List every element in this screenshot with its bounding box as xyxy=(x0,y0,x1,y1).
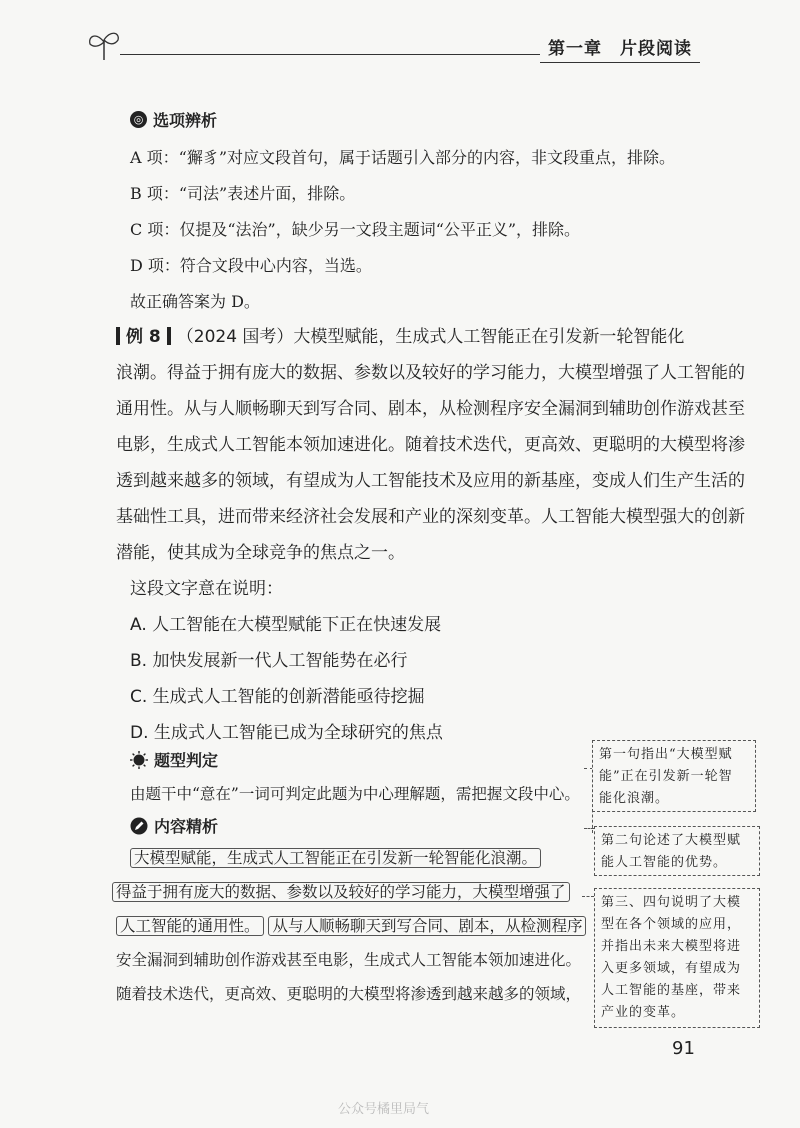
content-segment-1 xyxy=(130,846,541,868)
header-rule-secondary xyxy=(540,62,700,63)
note-1-line: 第一句指出“大模型赋 xyxy=(599,747,733,762)
example-mark-right xyxy=(167,327,171,345)
note-first-sentence xyxy=(592,740,756,812)
note-2-line: 能人工智能的优势。 xyxy=(601,855,728,870)
note-3-line: 并指出未来大模型将进 xyxy=(601,939,742,954)
example-text-line-3: 通用性。从与人顺畅聊天到写合同、剧本，从检测程序安全漏洞到辅助创作游戏甚至 xyxy=(116,399,745,419)
type-judgment-heading xyxy=(130,748,218,771)
content-segment-2a xyxy=(112,880,570,902)
answer-conclusion: 故正确答案为 D。 xyxy=(130,292,260,311)
sun-icon xyxy=(130,751,148,769)
note-second-sentence xyxy=(594,826,760,876)
segment-2-tail: 人工智能的通用性。 xyxy=(116,916,264,936)
header-rule xyxy=(120,54,540,55)
note-3-line: 入更多领域，有望成为 xyxy=(601,961,742,976)
choice-d: D. 生成式人工智能已成为全球研究的焦点 xyxy=(130,723,443,743)
example-text-line-1: 大模型赋能，生成式人工智能正在引发新一轮智能化 xyxy=(293,327,685,347)
watermark: 公众号橘里局气 xyxy=(338,1102,430,1117)
choice-a: A. 人工智能在大模型赋能下正在快速发展 xyxy=(130,615,442,635)
example-first-line xyxy=(116,322,684,347)
type-judgment-title: 题型判定 xyxy=(154,751,219,770)
segment-3-bracket: 从与人顺畅聊天到写合同、剧本，从检测程序 xyxy=(268,916,586,936)
options-analysis-title: 选项辨析 xyxy=(153,111,218,130)
note-2-connector xyxy=(584,828,594,829)
options-analysis-badge: ◎ xyxy=(130,111,147,128)
example-mark-left xyxy=(116,327,120,345)
option-line-b: B 项：“司法”表述片面，排除。 xyxy=(130,184,356,203)
note-1-line: 能”正在引发新一轮智 xyxy=(599,769,733,784)
note-third-fourth-sentence xyxy=(594,888,760,1028)
example-text-line-7: 潜能，使其成为全球竞争的焦点之一。 xyxy=(116,543,405,563)
content-segment-2b-3a xyxy=(116,914,586,936)
example-text-line-4: 电影，生成式人工智能本领加速进化。随着技术迭代，更高效、更聪明的大模型将渗 xyxy=(116,435,745,455)
note-3-line: 第三、四句说明了大模 xyxy=(601,895,742,910)
content-segment-3b: 安全漏洞到辅助创作游戏甚至电影，生成式人工智能本领加速进化。 xyxy=(116,951,582,969)
segment-2-bracket: 得益于拥有庞大的数据、参数以及较好的学习能力，大模型增强了 xyxy=(112,882,570,902)
segment-1-bracket: 大模型赋能，生成式人工智能正在引发新一轮智能化浪潮。 xyxy=(130,848,541,868)
pencil-icon xyxy=(130,817,148,835)
note-3-line: 型在各个领域的应用， xyxy=(601,917,742,932)
note-3-line: 人工智能的基座，带来 xyxy=(601,983,742,998)
note-3-connector xyxy=(582,896,594,897)
example-text-line-2: 浪潮。得益于拥有庞大的数据、参数以及较好的学习能力，大模型增强了人工智能的 xyxy=(116,363,745,383)
example-text-line-6: 基础性工具，进而带来经济社会发展和产业的深刻变革。人工智能大模型强大的创新 xyxy=(116,507,745,527)
page-number: 91 xyxy=(672,1038,695,1059)
example-label: 例 8 xyxy=(126,327,161,347)
content-segment-3c: 随着技术迭代，更高效、更聪明的大模型将渗透到越来越多的领域， xyxy=(116,985,582,1003)
option-line-d: D 项：符合文段中心内容，当选。 xyxy=(130,256,372,275)
chapter-title xyxy=(548,34,692,59)
note-2-line: 第二句论述了大模型赋 xyxy=(601,833,742,848)
content-analysis-title: 内容精析 xyxy=(154,817,219,836)
option-line-c: C 项：仅提及“法治”，缺少另一文段主题词“公平正义”，排除。 xyxy=(130,220,581,239)
note-1-line: 能化浪潮。 xyxy=(599,791,670,806)
choice-c: C. 生成式人工智能的创新潜能亟待挖掘 xyxy=(130,687,425,707)
chapter-label: 第一章 xyxy=(548,39,602,59)
question-stem: 这段文字意在说明： xyxy=(130,579,283,599)
section-label: 片段阅读 xyxy=(620,39,692,59)
sprout-icon xyxy=(84,28,124,62)
type-judgment-text: 由题干中“意在”一词可判定此题为中心理解题，需把握文段中心。 xyxy=(130,785,580,803)
choice-b: B. 加快发展新一代人工智能势在必行 xyxy=(130,651,408,671)
content-analysis-heading xyxy=(130,814,218,837)
note-3-line: 产业的变革。 xyxy=(601,1005,686,1020)
option-line-a: A 项：“獬豸”对应文段首句，属于话题引入部分的内容，非文段重点，排除。 xyxy=(130,148,676,167)
example-text-line-5: 透到越来越多的领域，有望成为人工智能技术及应用的新基座，变成人们生产生活的 xyxy=(116,471,745,491)
options-analysis-heading xyxy=(130,108,217,131)
example-source: （2024 国考） xyxy=(176,327,294,347)
